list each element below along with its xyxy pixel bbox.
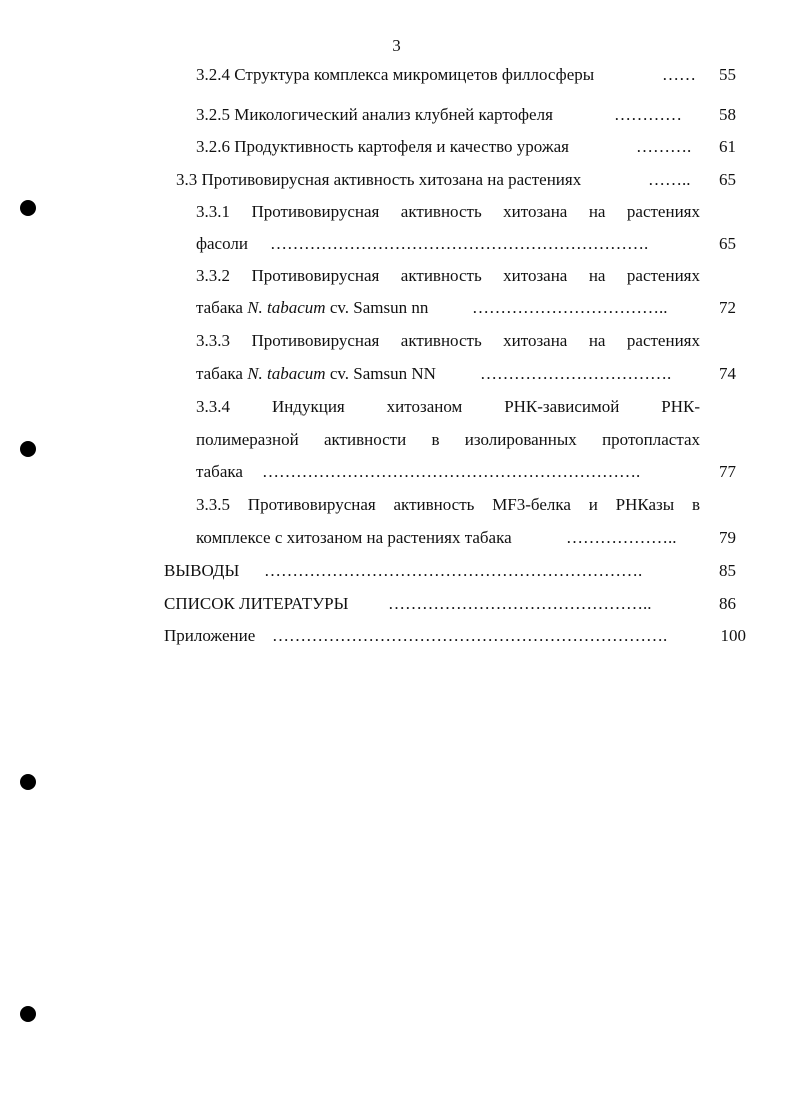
toc-entry-title-line-1: 3.3.1 Противовирусная активность хитозана на растениях bbox=[196, 202, 700, 221]
toc-page-number: 85 bbox=[719, 561, 736, 580]
binder-hole-4 bbox=[20, 1006, 36, 1022]
toc-entry-suffix: cv. Samsun nn bbox=[329, 298, 429, 317]
toc-leader-dots: …… bbox=[662, 65, 696, 84]
toc-page-number: 100 bbox=[720, 626, 746, 645]
toc-entry-title: СПИСОК ЛИТЕРАТУРЫ bbox=[164, 594, 349, 613]
toc-entry-title-line-2 bbox=[196, 298, 428, 318]
toc-leader-dots: …….. bbox=[648, 170, 691, 189]
toc-leader-dots: …………………………………………………………. bbox=[264, 561, 643, 580]
page-number: 3 bbox=[392, 36, 401, 55]
toc-leader-dots: ……………….. bbox=[566, 528, 677, 547]
toc-entry-prefix: табака bbox=[196, 298, 243, 317]
toc-page-number: 55 bbox=[719, 65, 736, 84]
toc-page-number: 74 bbox=[719, 364, 736, 383]
toc-entry-title: 3.2.4 Структура комплекса микромицетов филлосферы bbox=[196, 65, 595, 84]
toc-page-number: 61 bbox=[719, 137, 736, 156]
toc-leader-dots: …………………………………………………………. bbox=[262, 462, 641, 481]
toc-entry-title-line-1: 3.3.4 Индукция хитозаном РНК-зависимой РНК- bbox=[196, 397, 700, 416]
toc-entry-prefix: табака bbox=[196, 364, 243, 383]
binder-hole-1 bbox=[20, 200, 36, 216]
species-name: N. tabacum bbox=[247, 298, 326, 317]
toc-entry-title: 3.2.5 Микологический анализ клубней картофеля bbox=[196, 105, 553, 124]
toc-entry-title-line-2: фасоли bbox=[196, 234, 248, 253]
species-name: N. tabacum bbox=[247, 364, 326, 383]
toc-leader-dots: ……………………………………………………………. bbox=[272, 626, 668, 645]
toc-entry-title-line-2: полимеразной активности в изолированных протопластах bbox=[196, 430, 700, 449]
toc-entry-title-line-1: 3.3.2 Противовирусная активность хитозана на растениях bbox=[196, 266, 700, 285]
toc-entry-title-line-1: 3.3.3 Противовирусная активность хитозана на растениях bbox=[196, 331, 700, 350]
toc-page-number: 65 bbox=[719, 170, 736, 189]
toc-leader-dots: ………. bbox=[636, 137, 692, 156]
toc-entry-title-line-3: табака bbox=[196, 462, 243, 481]
binder-hole-2 bbox=[20, 441, 36, 457]
toc-entry-title-line-2 bbox=[196, 364, 436, 384]
toc-page-number: 86 bbox=[719, 594, 736, 613]
toc-entry-title-line-2: комплексе с хитозаном на растениях табака bbox=[196, 528, 512, 547]
binder-hole-3 bbox=[20, 774, 36, 790]
toc-leader-dots: ……………………………. bbox=[480, 364, 672, 383]
toc-entry-title: 3.3 Противовирусная активность хитозана на растениях bbox=[176, 170, 582, 189]
toc-leader-dots: …………………………….. bbox=[472, 298, 668, 317]
toc-leader-dots: ………… bbox=[614, 105, 682, 124]
toc-entry-title: Приложение bbox=[164, 626, 256, 645]
toc-leader-dots: …………………………………………………………. bbox=[270, 234, 649, 253]
toc-entry-title: 3.2.6 Продуктивность картофеля и качество урожая bbox=[196, 137, 569, 156]
toc-entry-title-line-1: 3.3.5 Противовирусная активность MF3-белка и РНКазы в bbox=[196, 495, 700, 514]
toc-page-number: 79 bbox=[719, 528, 736, 547]
toc-leader-dots: ……………………………………….. bbox=[388, 594, 652, 613]
toc-entry-title: ВЫВОДЫ bbox=[164, 561, 240, 580]
toc-page-number: 72 bbox=[719, 298, 736, 317]
toc-page-number: 65 bbox=[719, 234, 736, 253]
toc-page-number: 58 bbox=[719, 105, 736, 124]
toc-entry-suffix: cv. Samsun NN bbox=[329, 364, 436, 383]
toc-page-number: 77 bbox=[719, 462, 736, 481]
